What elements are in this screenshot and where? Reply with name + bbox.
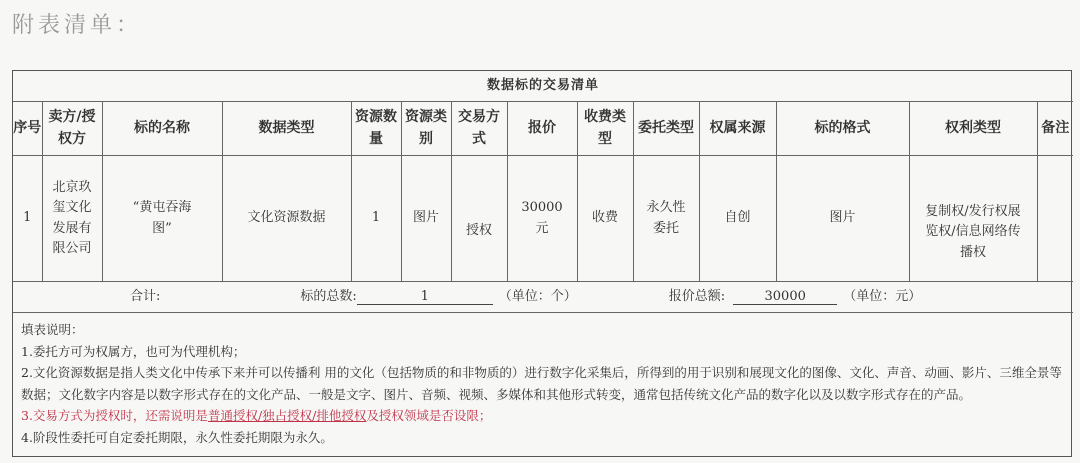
cell-method: 授权 [451,156,507,282]
cell-data-type: 文化资源数据 [222,156,351,282]
header-format: 标的格式 [776,102,909,156]
note-4: 4.阶段性委托可自定委托期限，永久性委托期限为永久。 [21,429,333,445]
page-heading: 附表清单： [12,13,143,38]
cell-name: “黄屯吞海图” [102,156,222,282]
header-seller: 卖方/授权方 [42,102,102,156]
cell-price: 30000元 [507,156,577,282]
cell-fee-type: 收费 [577,156,633,282]
cell-rights: 复制权/发行权展览权/信息网络传播权 [909,156,1037,282]
cell-seller: 北京玖玺文化发展有限公司 [42,156,102,282]
table-row [13,156,1073,282]
transaction-form [12,70,1072,457]
header-entrust-type: 委托类型 [633,102,699,156]
cell-ownership: 自创 [699,156,776,282]
header-data-type: 数据类型 [222,102,351,156]
table-title: 数据标的交易清单 [13,71,1073,102]
header-method: 交易方式 [451,102,507,156]
note-3-suffix: 及授权领域是否设限； [366,408,492,423]
totals-label: 合计: [130,288,161,304]
header-row [13,102,1073,156]
header-category: 资源类别 [401,102,451,156]
note-1: 1.委托方可为权属方，也可为代理机构； [21,343,246,359]
header-name: 标的名称 [102,102,222,156]
header-ownership: 权属来源 [699,102,776,156]
count-unit: （单位：个） [498,288,577,304]
count-value: 1 [357,289,493,306]
cell-format: 图片 [776,156,909,282]
header-price: 报价 [507,102,577,156]
transaction-table [13,71,1073,313]
amount-unit: （单位：元） [843,288,922,304]
note-2: 2.文化资源数据是指人类文化中传承下来并可以传播利 用的文化（包括物质的和非物质的）进行数字化采集后，所得到的用于识别和展现文化的图像、文化、声音、动画、影片、三维全景等数据；文化数字内容是以数字形式存在的文化产品、一般是文字、图片、音频、视频、多媒体和其他形式转变，通常包括传统文化产品的数字化以及以数字形式存在的产品。 [21,365,1062,402]
note-3 [21,405,1063,427]
cell-remark [1037,156,1073,282]
cell-quantity: 1 [351,156,401,282]
header-rights: 权利类型 [909,102,1037,156]
note-3-prefix: 3.交易方式为授权时，还需说明是 [21,408,208,423]
amount-label: 报价总额: [668,288,726,304]
amount-value: 30000 [733,289,837,306]
header-index: 序号 [13,102,42,156]
count-label: 标的总数: [300,288,357,304]
notes-title: 填表说明： [21,322,84,337]
header-quantity: 资源数量 [351,102,401,156]
note-3-underlined: 普通授权/独占授权/排他授权 [207,408,367,423]
totals-row [13,282,1073,313]
header-remark: 备注 [1037,102,1073,156]
header-fee-type: 收费类型 [577,102,633,156]
cell-entrust-type: 永久性委托 [633,156,699,282]
cell-category: 图片 [401,156,451,282]
notes-section [13,313,1071,448]
cell-index: 1 [13,156,42,282]
